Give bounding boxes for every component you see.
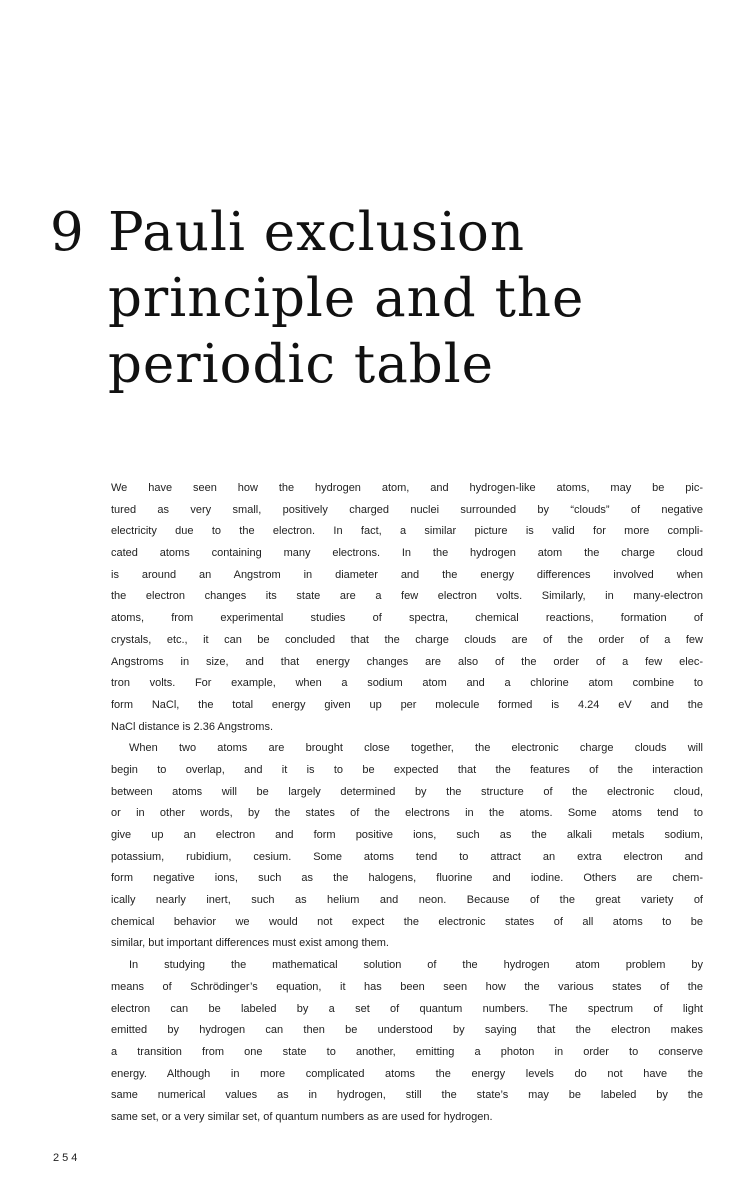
text-line: tured as very small, positively charged nuclei surrounded by “clouds” of negative [111,503,703,516]
text-line: emitted by hydrogen can then be understood by saying that the electron makes [111,1024,703,1037]
text-line: same set, or a very similar set, of quantum numbers as are used for hydrogen. [111,1110,493,1123]
text-line: form negative ions, such as the halogens, fluorine and iodine. Others are chem- [111,872,703,885]
text-line: means of Schrödinger’s equation, it has been seen how the various states of the [111,980,703,993]
text-line: potassium, rubidium, cesium. Some atoms tend to attract an extra electron and [111,850,703,863]
paragraph [111,478,703,738]
chapter-title-line: principle and the [108,268,585,329]
text-line: ically nearly inert, such as helium and neon. Because of the great variety of [111,894,703,907]
text-line: begin to overlap, and it is to be expected that the features of the interaction [111,763,703,776]
paragraph [111,738,703,955]
text-line: chemical behavior we would not expect the electronic states of all atoms to be [111,915,703,928]
text-line: NaCl distance is 2.36 Angstroms. [111,720,274,733]
text-line: energy. Although in more complicated atoms the energy levels do not have the [111,1067,703,1080]
page-number: 254 [53,1152,81,1164]
text-line: We have seen how the hydrogen atom, and hydrogen-like atoms, may be pic- [111,482,703,494]
text-line: the electron changes its state are a few electron volts. Similarly, in many-electron [111,590,703,603]
text-line: Angstroms in size, and that energy changes are also of the order of a few elec- [111,655,703,668]
text-line: electricity due to the electron. In fact, a similar picture is valid for more compli- [111,525,703,538]
chapter-title [50,200,690,398]
text-line: tron volts. For example, when a sodium atom and a chlorine atom combine to [111,677,703,690]
text-line: is around an Angstrom in diameter and the energy differences involved when [111,568,703,581]
text-line: crystals, etc., it can be concluded that the charge clouds are of the order of a few [111,633,703,646]
text-line: same numerical values as in hydrogen, still the state’s may be labeled by the [111,1089,703,1102]
text-line: cated atoms containing many electrons. In the hydrogen atom the charge cloud [111,547,703,560]
text-line: form NaCl, the total energy given up per molecule formed is 4.24 eV and the [111,698,703,711]
chapter-title-line: Pauli exclusion [108,202,525,263]
text-line: When two atoms are brought close together, the electronic charge clouds will [129,742,703,755]
text-line: between atoms will be largely determined by the structure of the electronic cloud, [111,785,703,798]
body-text [111,478,703,1129]
chapter-title-line: periodic table [108,334,495,395]
chapter-number: 9 [50,202,85,263]
paragraph [111,955,703,1129]
text-line: In studying the mathematical solution of the hydrogen atom problem by [129,959,703,972]
text-line: or in other words, by the states of the electrons in the atoms. Some atoms tend to [111,807,703,820]
text-line: give up an electron and form positive ions, such as the alkali metals sodium, [111,829,703,841]
text-line: similar, but important differences must exist among them. [111,937,389,950]
text-line: a transition from one state to another, emitting a photon in order to conserve [111,1045,703,1058]
text-line: atoms, from experimental studies of spectra, chemical reactions, formation of [111,612,703,625]
text-line: electron can be labeled by a set of quantum numbers. The spectrum of light [111,1002,703,1015]
